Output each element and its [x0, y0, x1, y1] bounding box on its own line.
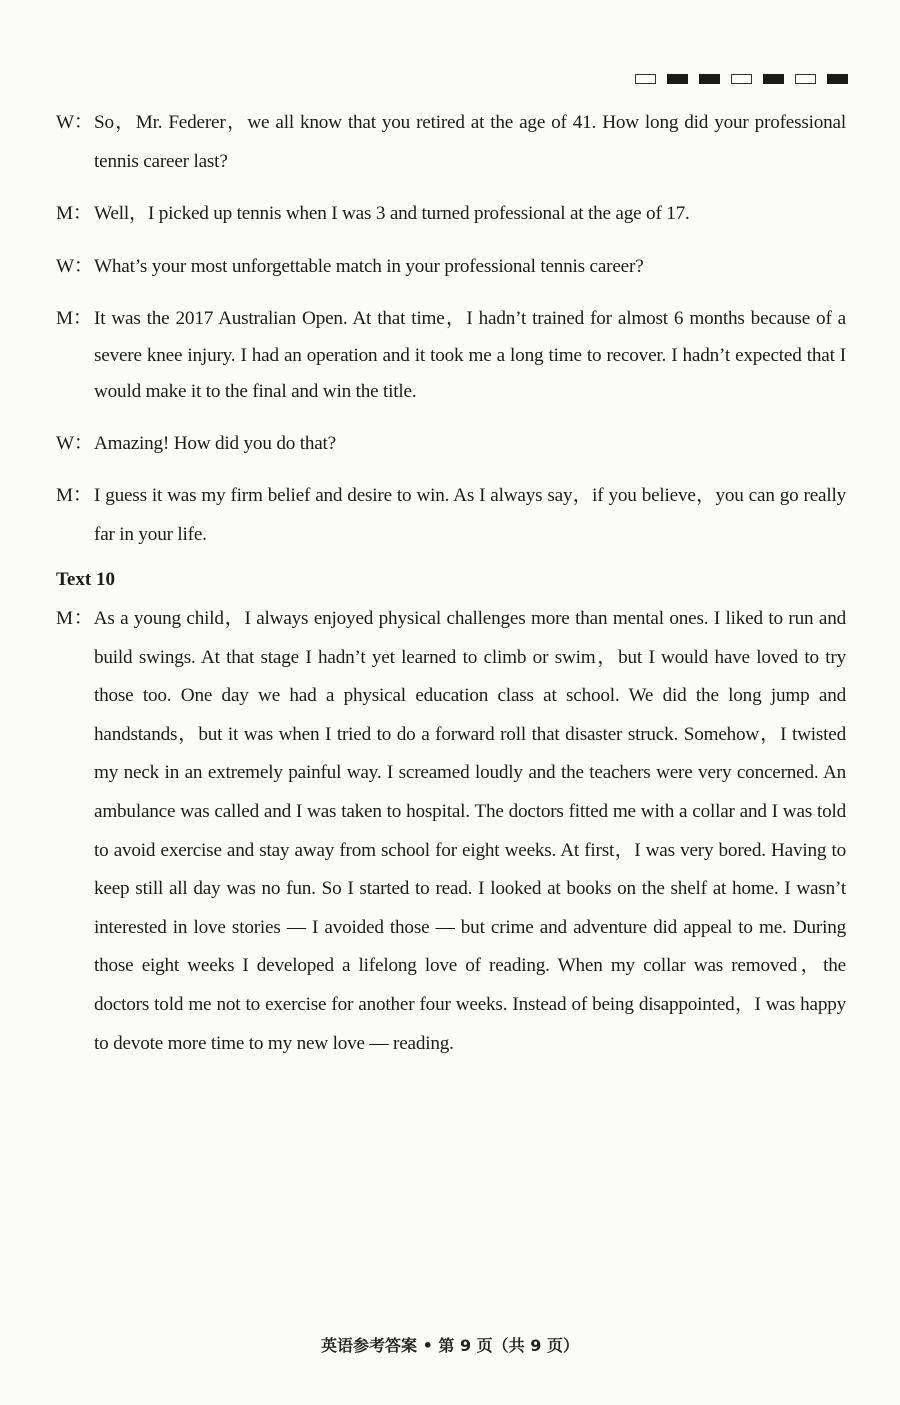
utterance-text: Well，I picked up tennis when I was 3 and turned professional at the age of 17. [94, 203, 690, 224]
page-footer: 英语参考答案 • 第 9 页（共 9 页） [321, 1336, 579, 1355]
code-mark [827, 74, 848, 84]
utterance-text: I guess it was my firm belief and desire to win. As I always say，if you believe，you can go really far in your life. [94, 485, 846, 545]
exam-code-marks [635, 74, 848, 84]
utterance-text: It was the 2017 Australian Open. At that time，I hadn’t trained for almost 6 months because of a severe knee injury. I had an operation and it took me a long time to recover. I hadn’t expected that I would make it to the final and win the title. [94, 308, 846, 402]
speaker-label: M： [56, 608, 94, 629]
speaker-label: M： [56, 485, 92, 506]
code-mark [699, 74, 720, 84]
speaker-label: M： [56, 203, 92, 224]
code-mark [731, 74, 752, 84]
section-heading: Text 10 [56, 569, 115, 590]
monologue-paragraph [56, 600, 846, 1063]
transcript-content [56, 104, 846, 1063]
dialogue-line [56, 425, 846, 464]
speaker-label: W： [56, 432, 93, 454]
dialogue-line [56, 248, 846, 287]
speaker-label: M： [56, 308, 92, 329]
code-mark [667, 74, 688, 84]
dialogue-line [56, 195, 846, 234]
utterance-text: Amazing! How did you do that? [94, 432, 336, 454]
dialogue-line [56, 477, 846, 554]
code-mark [795, 74, 816, 84]
code-mark [763, 74, 784, 84]
code-mark [635, 74, 656, 84]
monologue-text: As a young child，I always enjoyed physical challenges more than mental ones. I liked to run and build swings. At that stage I hadn’t yet learned to climb or swim，but I would have loved to try those too. One day we had a physical education class at school. We did the long jump and handstands，but it was when I tried to do a forward roll that disaster struck. Somehow，I twisted my neck in an extremely painful way. I screamed loudly and the teachers were very concerned. An ambulance was called and I was taken to hospital. The doctors fitted me with a collar and I was told to avoid exercise and stay away from school for eight weeks. At first，I was very bored. Having to keep still all day was no fun. So I started to read. I looked at books on the shelf at home. I wasn’t interested in love stories — I avoided those — but crime and adventure did appeal to me. During those eight weeks I developed a lifelong love of reading. When my collar was removed，the doctors told me not to exercise for another four weeks. Instead of being disappointed，I was happy to devote more time to my new love — reading. [93, 608, 846, 1054]
dialogue-line [56, 300, 846, 411]
speaker-label: W： [56, 255, 93, 277]
dialogue-line [56, 104, 846, 181]
utterance-text: So，Mr. Federer，we all know that you retired at the age of 41. How long did your professional tennis career last? [94, 112, 846, 172]
speaker-label: W： [56, 112, 93, 133]
utterance-text: What’s your most unforgettable match in your professional tennis career? [94, 255, 644, 277]
